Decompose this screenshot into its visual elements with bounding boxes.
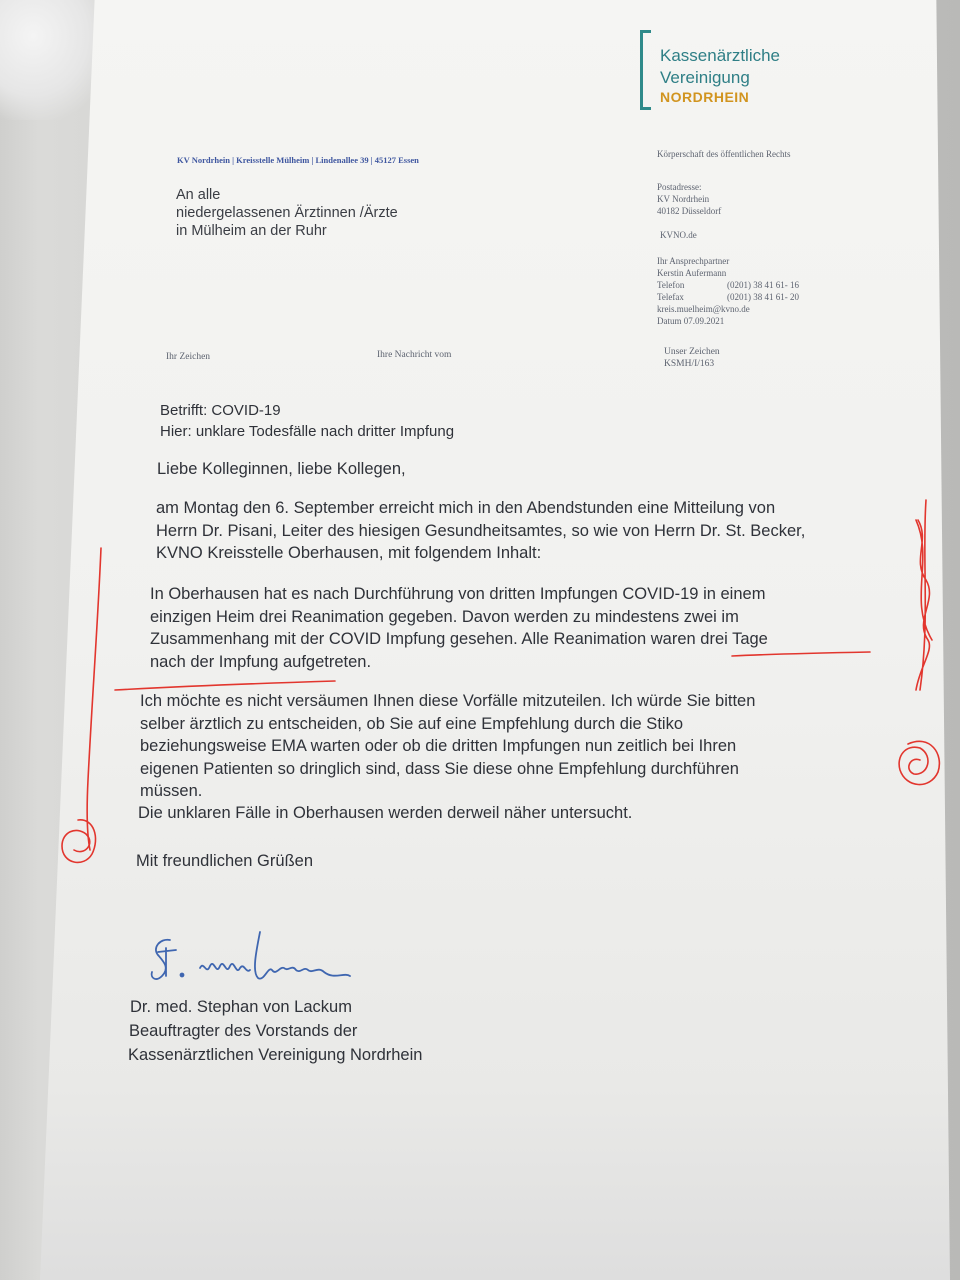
paragraph-line: Ich möchte es nicht versäumen Ihnen diese Vorfälle mitzuteilen. Ich würde Sie bitten [140, 692, 756, 710]
paragraph-line: Zusammenhang mit der COVID Impfung gesehen. Alle Reanimation waren drei Tage [150, 630, 768, 648]
paragraph-line: müssen. [140, 782, 203, 800]
ihre-nachricht-label: Ihre Nachricht vom [377, 350, 452, 360]
logo-line1: Kassenärztliche [660, 46, 781, 65]
paragraph-line: beziehungsweise EMA warten oder ob die dritten Impfungen nun zeitlich bei Ihren [140, 737, 737, 755]
signatory-role: Beauftragter des Vorstands der [129, 1022, 358, 1040]
fax-label: Telefax [657, 292, 684, 302]
contact-date: Datum 07.09.2021 [657, 316, 725, 326]
paragraph-line: Herrn Dr. Pisani, Leiter des hiesigen Gesundheitsamtes, so wie von Herrn Dr. St. Becker, [156, 521, 806, 540]
logo-line3: NORDRHEIN [660, 89, 750, 105]
contact-email: kreis.muelheim@kvno.de [657, 304, 750, 314]
recipient-line3: in Mülheim an der Ruhr [176, 223, 327, 239]
contact-name: Kerstin Aufermann [657, 268, 727, 278]
paragraph-line: einzigen Heim drei Reanimation gegeben. Davon werden zu mindestens zwei im [150, 607, 739, 626]
paragraph-line: KVNO Kreisstelle Oberhausen, mit folgendem Inhalt: [156, 544, 542, 562]
paragraph-line: selber ärztlich zu entscheiden, ob Sie auf eine Empfehlung durch die Stiko [140, 714, 683, 733]
paragraph-line: eigenen Patienten so dringlich sind, dass Sie diese ohne Empfehlung durchführen [140, 759, 739, 778]
phone-label: Telefon [657, 280, 685, 290]
ihr-zeichen-label: Ihr Zeichen [166, 352, 211, 362]
koerperschaft-text: Körperschaft des öffentlichen Rechts [657, 149, 791, 159]
recipient-line2: niedergelassenen Ärztinnen /Ärzte [176, 205, 398, 221]
red-marker-annotations [62, 500, 939, 862]
salutation: Liebe Kolleginnen, liebe Kollegen, [157, 460, 406, 478]
postadresse-line1: KV Nordrhein [657, 194, 710, 204]
website-text: KVNO.de [660, 230, 697, 240]
recipient-line1: An alle [176, 187, 221, 203]
paragraph-line: In Oberhausen hat es nach Durchführung von dritten Impfungen COVID-19 in einem [150, 585, 766, 603]
signatory-org: Kassenärztlichen Vereinigung Nordrhein [128, 1046, 423, 1064]
phone-value: (0201) 38 41 61- 16 [727, 280, 799, 290]
paragraph-line: am Montag den 6. September erreicht mich in den Abendstunden eine Mitteilung von [156, 499, 776, 517]
subject-line2: Hier: unklare Todesfälle nach dritter Impfung [160, 423, 455, 440]
right-circle-scribble [899, 741, 939, 784]
fax-value: (0201) 38 41 61- 20 [727, 292, 799, 302]
right-margin-scribble [916, 500, 932, 690]
left-margin-line [87, 548, 101, 850]
sender-line: KV Nordrhein | Kreisstelle Mülheim | Lindenallee 39 | 45127 Essen [177, 155, 419, 165]
left-circle-scribble [62, 820, 96, 863]
unser-zeichen-value: KSMH/I/163 [664, 359, 715, 369]
paragraph-4: Die unklaren Fälle in Oberhausen werden derweil näher untersucht. [138, 804, 633, 822]
underline-aufgetreten [115, 681, 335, 690]
logo-line2: Vereinigung [660, 68, 750, 87]
closing: Mit freundlichen Grüßen [136, 852, 313, 870]
underline-drei-tage [732, 652, 870, 656]
handwritten-signature [152, 932, 350, 979]
postadresse-label: Postadresse: [657, 182, 702, 192]
paragraph-line: nach der Impfung aufgetreten. [150, 652, 372, 671]
subject-line1: Betrifft: COVID-19 [160, 402, 281, 419]
signatory-name: Dr. med. Stephan von Lackum [130, 998, 352, 1016]
postadresse-line2: 40182 Düsseldorf [657, 206, 722, 216]
contact-label: Ihr Ansprechpartner [657, 256, 730, 266]
unser-zeichen-label: Unser Zeichen [664, 347, 720, 357]
